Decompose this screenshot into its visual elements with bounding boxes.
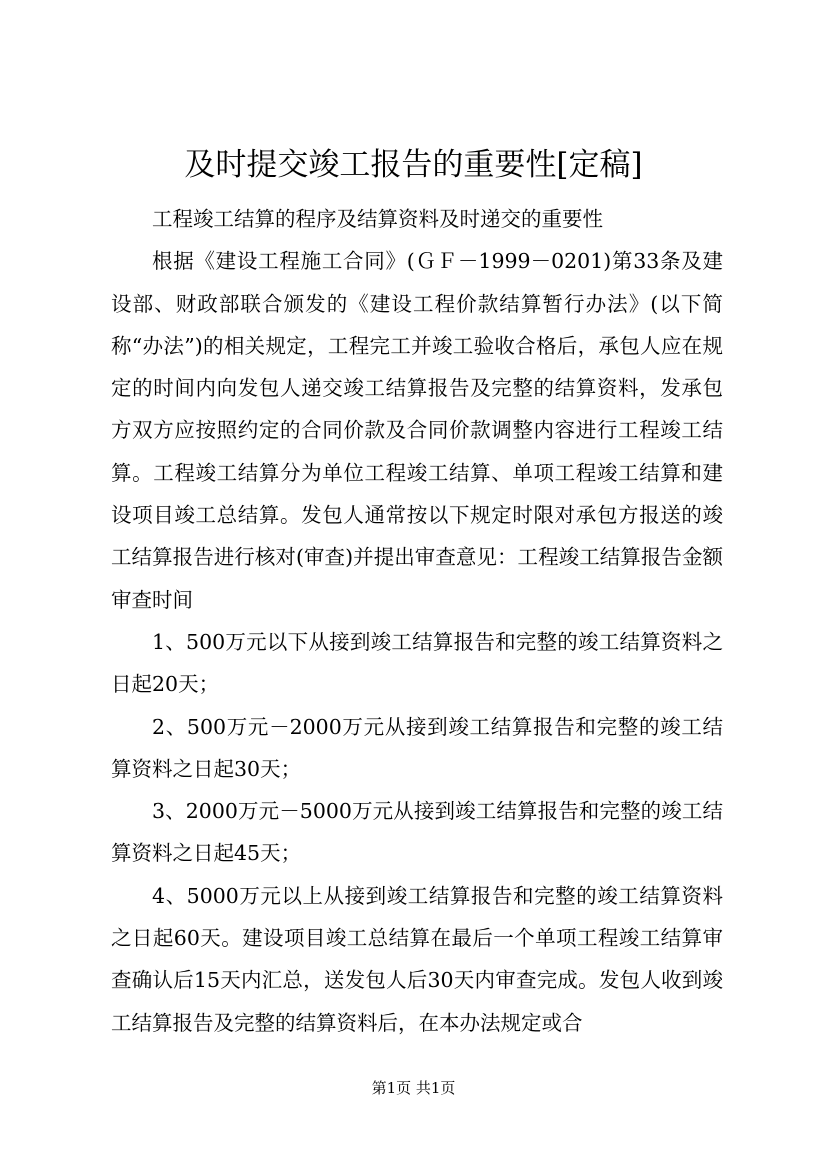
- list-item-2: 2、500万元－2000万元从接到竣工结算报告和完整的竣工结算资料之日起30天；: [111, 714, 723, 781]
- subtitle-paragraph: 工程竣工结算的程序及结算资料及时递交的重要性: [152, 207, 603, 231]
- body-paragraph: 根据《建设工程施工合同》(ＧＦ－1999－0201)第33条及建设部、财政部联合颁发的《建设工程价款结算暂行办法》(以下简称“办法”)的相关规定，工程完工并竣工验收合格后，承包人应在规定的时间内向发包人递交竣工结算报告及完整的结算资料，发承包方双方应按照约定的合同价款及合同价款调整内容进行工程竣工结算。工程竣工结算分为单位工程竣工结算、单项工程竣工结算和建设项目竣工总结算。发包人通常按以下规定时限对承包方报送的竣工结算报告进行核对(审查)并提出审查意见：工程竣工结算报告金额审查时间: [111, 249, 723, 612]
- list-item-3: 3、2000万元－5000万元从接到竣工结算报告和完整的竣工结算资料之日起45天；: [111, 799, 723, 866]
- list-item-1: 1、500万元以下从接到竣工结算报告和完整的竣工结算资料之日起20天；: [111, 629, 723, 697]
- page-footer: 第1页 共1页: [371, 1079, 456, 1097]
- document-body: [111, 198, 723, 1044]
- list-item-4: 4、5000万元以上从接到竣工结算报告和完整的竣工结算资料之日起60天。建设项目竣工总结算在最后一个单项工程竣工结算审查确认后15天内汇总，送发包人后30天内审查完成。发包人收到竣工结算报告及完整的结算资料后，在本办法规定或合: [111, 883, 723, 1035]
- page-title: 及时提交竣工报告的重要性[定稿]: [184, 147, 643, 183]
